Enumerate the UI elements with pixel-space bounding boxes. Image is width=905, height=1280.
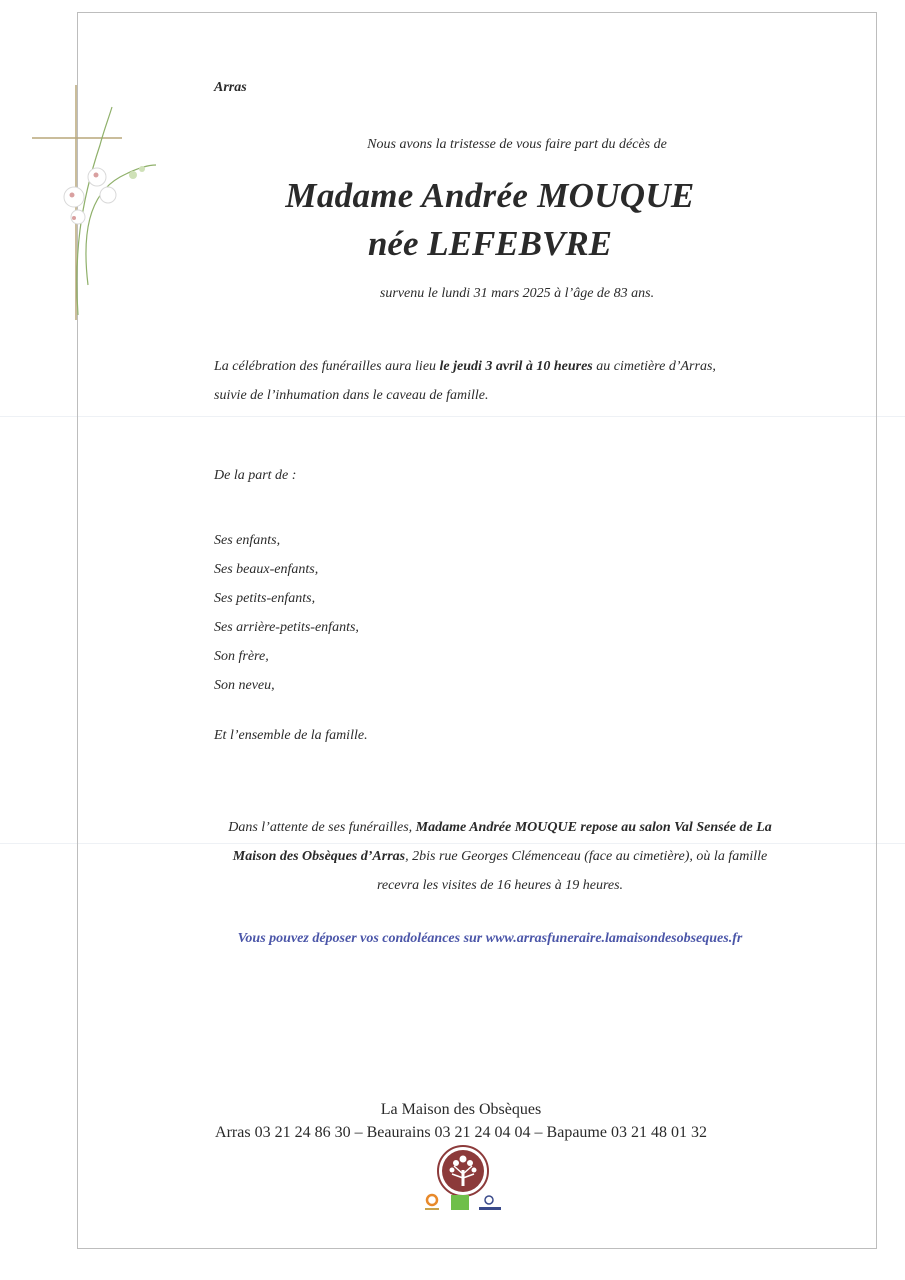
company-name: La Maison des Obsèques: [380, 1101, 542, 1118]
ceremony-paragraph: [214, 352, 716, 410]
list-item: Ses beaux-enfants,: [214, 562, 319, 577]
viewing-text-2: , 2bis rue Georges Clémenceau (face au cimetière), où la famille recevra les visites de 16 heures à 19 heures.: [376, 849, 768, 893]
partner-badge-blue-icon: [478, 1193, 502, 1213]
list-item: Son neveu,: [214, 678, 275, 693]
list-item: Son frère,: [214, 649, 269, 664]
ceremony-text-3: suivie de l’inhumation dans le caveau de famille.: [214, 388, 489, 403]
ceremony-text-2: au cimetière d’Arras,: [592, 359, 716, 374]
partner-badge-orange-icon: [424, 1193, 440, 1213]
viewing-paragraph: [210, 813, 790, 900]
ceremony-date: le jeudi 3 avril à 10 heures: [439, 359, 593, 374]
viewing-location: Madame Andrée MOUQUE repose au salon Val Sensée de La Maison des Obsèques d’Arras: [232, 820, 772, 864]
family-intro: De la part de :: [214, 468, 297, 483]
maiden-name: née LEFEBVRE: [367, 224, 613, 263]
deceased-name: Madame Andrée MOUQUE: [285, 176, 695, 215]
list-item: Ses enfants,: [214, 533, 281, 548]
viewing-text-1: Dans l’attente de ses funérailles,: [228, 820, 416, 835]
list-item: Ses petits-enfants,: [214, 591, 316, 606]
company-phones: Arras 03 21 24 86 30 – Beaurains 03 21 24 04 04 – Bapaume 03 21 48 01 32: [215, 1124, 707, 1141]
family-closing: Et l’ensemble de la famille.: [214, 728, 368, 743]
death-info: survenu le lundi 31 mars 2025 à l’âge de 83 ans.: [379, 286, 655, 301]
family-list: [214, 526, 359, 700]
condolences-link[interactable]: Vous pouvez déposer vos condoléances sur www.arrasfuneraire.lamaisondesobseques.fr: [237, 931, 743, 946]
tree-logo-icon: [436, 1144, 490, 1198]
intro-text: Nous avons la tristesse de vous faire part du décès de: [367, 137, 667, 152]
list-item: Ses arrière-petits-enfants,: [214, 620, 359, 635]
partner-badge-green-icon: [451, 1193, 469, 1213]
city-label: Arras: [214, 80, 247, 95]
ceremony-text-1: La célébration des funérailles aura lieu: [214, 359, 440, 374]
